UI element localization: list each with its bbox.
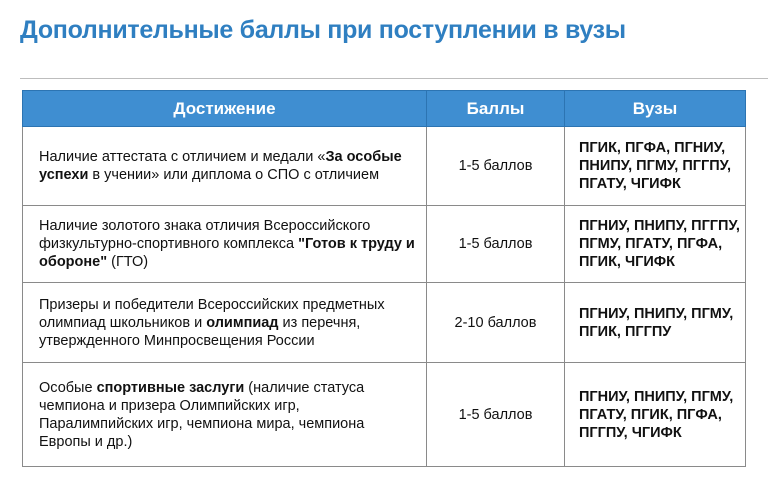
achievement-cell: [23, 127, 427, 206]
achievement-text: (ГТО): [107, 254, 149, 270]
achievement-text: в учении» или диплома о СПО с отличием: [88, 167, 380, 183]
achievement-text: (наличие статуса чемпиона и призера Олимпийских игр, Паралимпийских игр, чемпиона мира, чемпиона Европы и др.): [39, 379, 365, 450]
table-row: [23, 206, 746, 283]
points-cell: 2-10 баллов: [427, 283, 565, 363]
achievement-text: Призеры и победители Всероссийских предметных олимпиад школьников и: [39, 296, 385, 331]
header-points: Баллы: [427, 91, 565, 127]
table-header-row: [23, 91, 746, 127]
achievement-emphasis: "Готов к труду и обороне": [39, 236, 415, 270]
achievement-text: Наличие аттестата с отличием и медали «: [39, 149, 326, 165]
universities-cell: ПГИК, ПГФА, ПГНИУ, ПНИПУ, ПГМУ, ПГГПУ, ПГАТУ, ЧГИФК: [565, 127, 746, 206]
achievement-cell: [23, 283, 427, 363]
points-cell: 1-5 баллов: [427, 206, 565, 283]
header-universities: Вузы: [565, 91, 746, 127]
achievement-emphasis: спортивные заслуги: [96, 379, 245, 396]
table-row: [23, 283, 746, 363]
universities-cell: ПГНИУ, ПНИПУ, ПГГПУ, ПГМУ, ПГАТУ, ПГФА, ПГИК, ЧГИФК: [565, 206, 746, 283]
page-title: Дополнительные баллы при поступлении в вузы: [20, 16, 626, 44]
achievement-emphasis: олимпиад: [206, 314, 279, 331]
bonus-points-table: [22, 90, 746, 467]
points-cell: 1-5 баллов: [427, 127, 565, 206]
header-achievement: Достижение: [23, 91, 427, 127]
achievement-text: Наличие золотого знака отличия Всероссийского физкультурно-спортивного комплекса: [39, 218, 371, 252]
points-cell: 1-5 баллов: [427, 363, 565, 467]
table-row: [23, 363, 746, 467]
universities-cell: ПГНИУ, ПНИПУ, ПГМУ, ПГАТУ, ПГИК, ПГФА, ПГГПУ, ЧГИФК: [565, 363, 746, 467]
achievement-text: Особые: [39, 379, 97, 396]
achievement-text: из перечня, утвержденного Минпросвещения России: [39, 314, 361, 349]
title-divider: [20, 78, 768, 79]
achievement-emphasis: За особые успехи: [39, 149, 402, 183]
achievement-cell: [23, 206, 427, 283]
universities-cell: ПГНИУ, ПНИПУ, ПГМУ, ПГИК, ПГГПУ: [565, 283, 746, 363]
table-row: [23, 127, 746, 206]
achievement-cell: [23, 363, 427, 467]
